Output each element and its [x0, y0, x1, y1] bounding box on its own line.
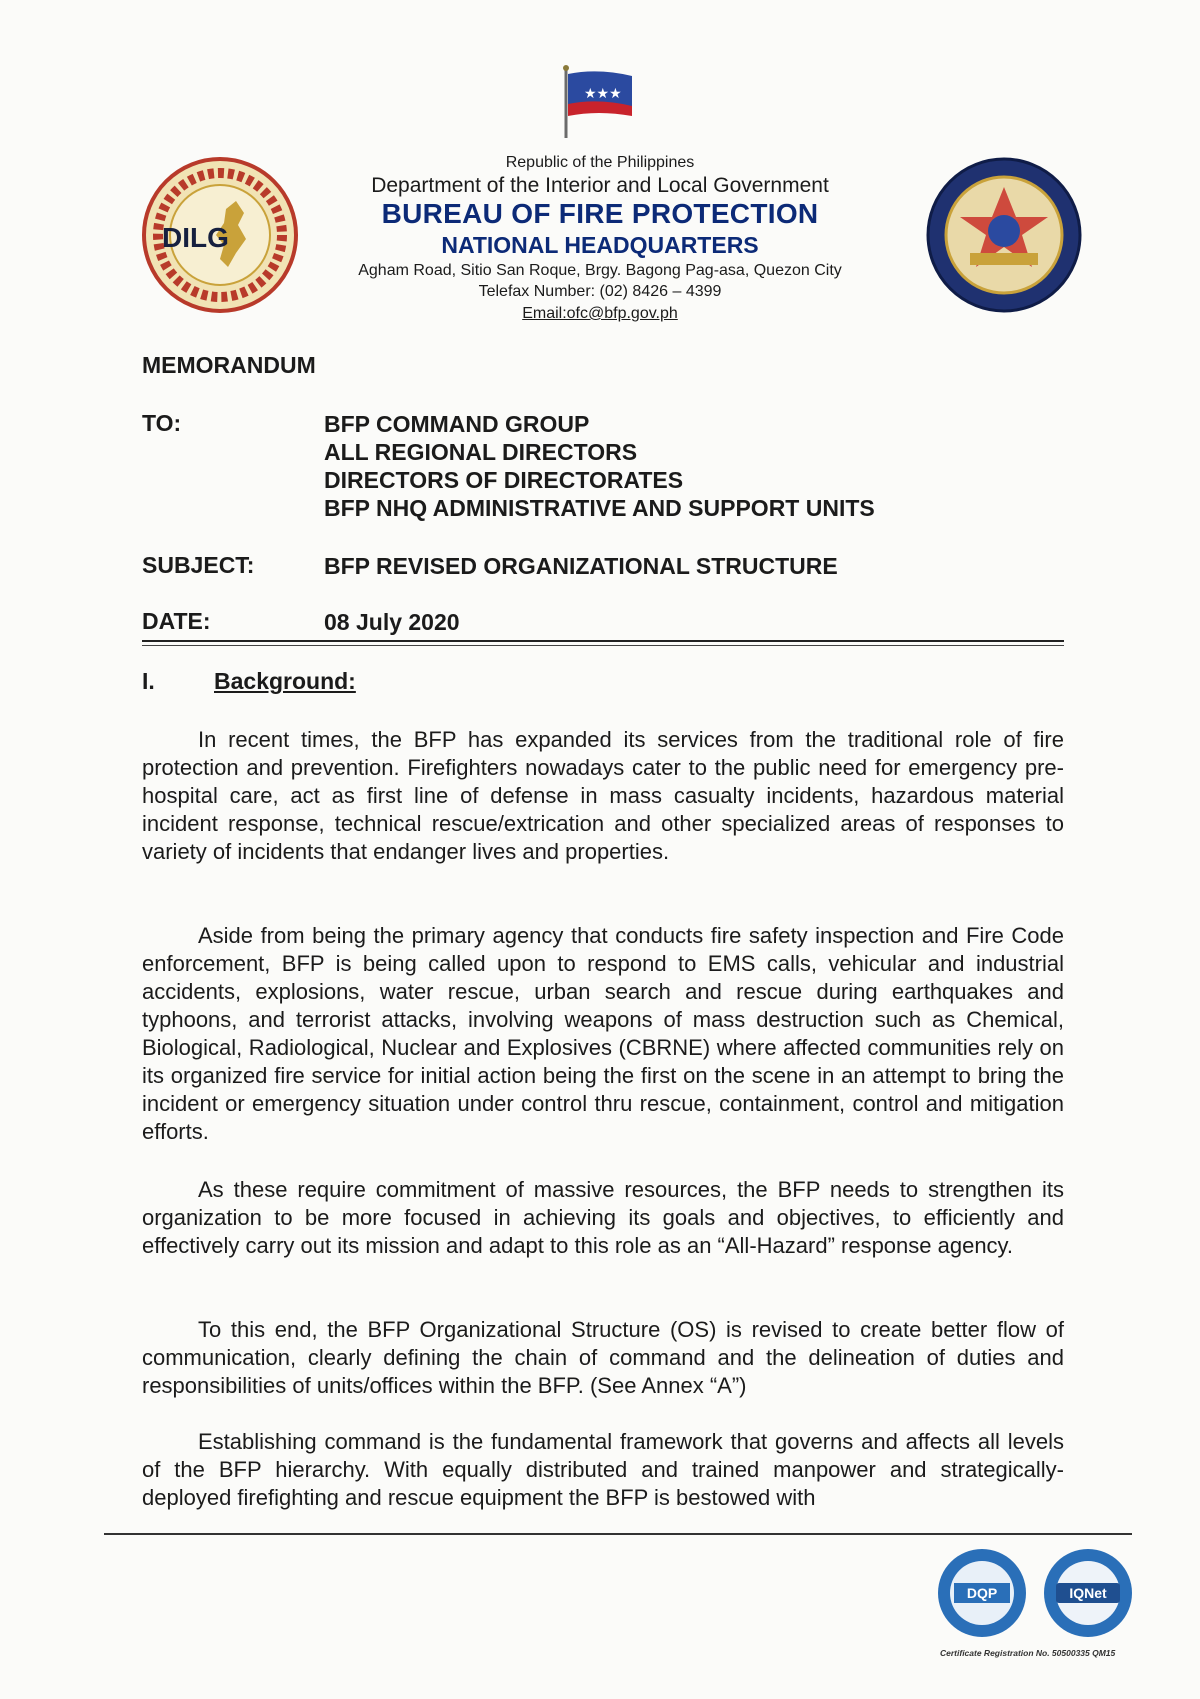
paragraph: In recent times, the BFP has expanded its services from the traditional role of fire protection and prevention. Firefighters nowadays cater to the public need for emergency pre-hospital care, act as first line of defense in mass casualty incidents, hazardous material incident response, technical rescue/extrication and other specialized areas of responses to variety of incidents that endanger lives and properties. [142, 727, 1064, 864]
dqp-certification-badge-icon [936, 1547, 1028, 1639]
to-recipients [324, 410, 875, 522]
recipient-item: BFP COMMAND GROUP [324, 411, 590, 437]
dilg-seal-text: DILG [162, 222, 229, 253]
republic-line: Republic of the Philippines [505, 154, 695, 171]
office-title: NATIONAL HEADQUARTERS [441, 232, 759, 258]
paragraph: To this end, the BFP Organizational Structure (OS) is revised to create better flow of communication, clearly defining the chain of command and the delineation of duties and responsibilities of units/offices within the BFP. (See Annex “A”) [142, 1317, 1064, 1398]
subject-label: SUBJECT: [142, 552, 255, 578]
subject-value: BFP REVISED ORGANIZATIONAL STRUCTURE [324, 553, 838, 579]
iqnet-badge-text: IQNet [1069, 1585, 1107, 1601]
paragraph: Establishing command is the fundamental framework that governs and affects all levels of the BFP hierarchy. With equally distributed and trained manpower and strategically-deployed firefighting and rescue equipment the BFP is bestowed with [142, 1429, 1064, 1510]
address-line: Agham Road, Sitio San Roque, Brgy. Bagong Pag-asa, Quezon City [358, 262, 842, 279]
recipient-item: DIRECTORS OF DIRECTORATES [324, 467, 684, 493]
recipient-item: BFP NHQ ADMINISTRATIVE AND SUPPORT UNITS [324, 495, 875, 521]
department-line: Department of the Interior and Local Government [371, 174, 829, 197]
telefax-line: Telefax Number: (02) 8426 – 4399 [478, 283, 722, 300]
to-label: TO: [142, 410, 182, 436]
bureau-title: BUREAU OF FIRE PROTECTION [381, 198, 819, 229]
date-label: DATE: [142, 608, 211, 634]
memo-title: MEMORANDUM [142, 352, 316, 378]
section-heading [142, 668, 356, 695]
recipient-item: ALL REGIONAL DIRECTORS [324, 439, 638, 465]
paragraph: As these require commitment of massive resources, the BFP needs to strengthen its organization to be more focused in achieving its goals and objectives, to efficiently and effectively carry out its mission and adapt to this role as an “All-Hazard” response agency. [142, 1177, 1064, 1258]
section-number: I. [142, 668, 155, 694]
svg-text:★★★: ★★★ [584, 86, 622, 102]
dqp-badge-text: DQP [966, 1585, 998, 1601]
section-title: Background: [214, 668, 356, 694]
date-value: 08 July 2020 [324, 609, 460, 635]
certificate-registration: Certificate Registration No. 50500335 QM15 [940, 1648, 1116, 1658]
bfp-seal-icon [924, 155, 1084, 315]
paragraph: Aside from being the primary agency that conducts fire safety inspection and Fire Code enforcement, BFP is being called upon to respond to EMS calls, vehicular and industrial accidents, explosions, water rescue, urban search and rescue during earthquakes and typhoons, and terrorist attacks, involving weapons of mass destruction such as Chemical, Biological, Radiological, Nuclear and Explosives (CBRNE) where affected communities rely on its organized fire service for initial action being the first on the scene in an attempt to bring the incident or emergency situation under control thru rescue, containment, control and mitigation efforts. [142, 923, 1064, 1144]
email-link[interactable]: Email:ofc@bfp.gov.ph [522, 305, 678, 322]
dilg-seal-icon [140, 155, 300, 315]
header-divider [142, 640, 1064, 642]
philippine-flag-icon [558, 64, 638, 144]
header-divider-thin [142, 645, 1064, 646]
iqnet-certification-badge-icon [1042, 1547, 1134, 1639]
footer-divider [104, 1533, 1132, 1535]
